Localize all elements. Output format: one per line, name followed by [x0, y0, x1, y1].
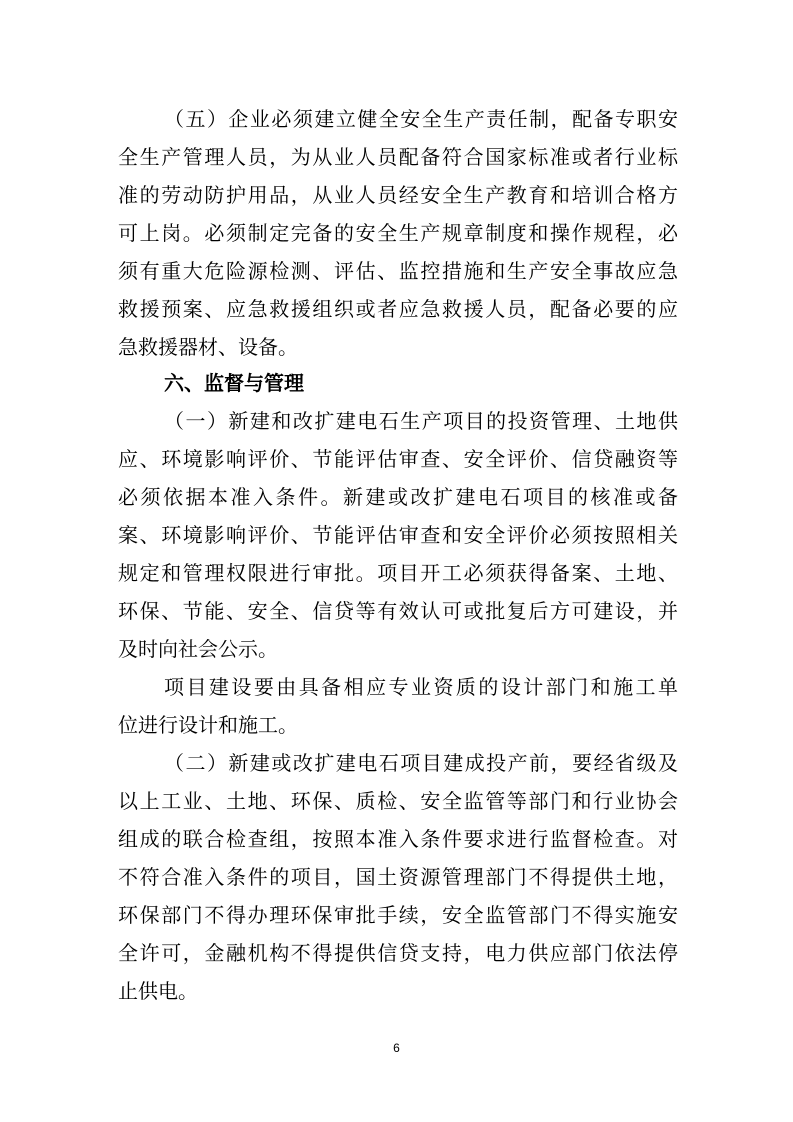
text-line: 急救援器材、设备。	[118, 335, 298, 359]
text-line: 组成的联合检查组，按照本准入条件要求进行监督检查。对	[118, 827, 678, 851]
text-line: 规定和管理权限进行审批。项目开工必须获得备案、土地、	[118, 561, 678, 585]
section-heading: 六、监督与管理	[164, 371, 304, 395]
text-line: 可上岗。必须制定完备的安全生产规章制度和操作规程，必	[118, 221, 678, 245]
text-line: 止供电。	[118, 979, 198, 1003]
text-line: 以上工业、土地、环保、质检、安全监管等部门和行业协会	[118, 789, 678, 813]
text-line: 环保、节能、安全、信贷等有效认可或批复后方可建设，并	[118, 599, 678, 623]
text-line: 准的劳动防护用品，从业人员经安全生产教育和培训合格方	[118, 183, 678, 207]
text-line: 须有重大危险源检测、评估、监控措施和生产安全事故应急	[118, 259, 678, 283]
text-line: （五）企业必须建立健全安全生产责任制，配备专职安	[164, 107, 678, 131]
text-line: 位进行设计和施工。	[118, 713, 298, 737]
text-line: 全许可，金融机构不得提供信贷支持，电力供应部门依法停	[118, 941, 678, 965]
text-line: 必须依据本准入条件。新建或改扩建电石项目的核准或备	[118, 485, 678, 509]
text-line: （一）新建和改扩建电石生产项目的投资管理、土地供	[164, 409, 678, 433]
text-line: 环保部门不得办理环保审批手续，安全监管部门不得实施安	[118, 903, 678, 927]
text-line: 全生产管理人员，为从业人员配备符合国家标准或者行业标	[118, 145, 678, 169]
text-line: 救援预案、应急救援组织或者应急救援人员，配备必要的应	[118, 297, 678, 321]
text-line: 及时向社会公示。	[118, 637, 278, 661]
text-line: 项目建设要由具备相应专业资质的设计部门和施工单	[164, 675, 678, 699]
text-line: 案、环境影响评价、节能评估审查和安全评价必须按照相关	[118, 523, 678, 547]
text-line: 应、环境影响评价、节能评估审查、安全评价、信贷融资等	[118, 447, 678, 471]
page-number: 6	[393, 1041, 400, 1055]
text-line: 不符合准入条件的项目，国土资源管理部门不得提供土地，	[118, 865, 678, 889]
text-line: （二）新建或改扩建电石项目建成投产前，要经省级及	[164, 751, 678, 775]
